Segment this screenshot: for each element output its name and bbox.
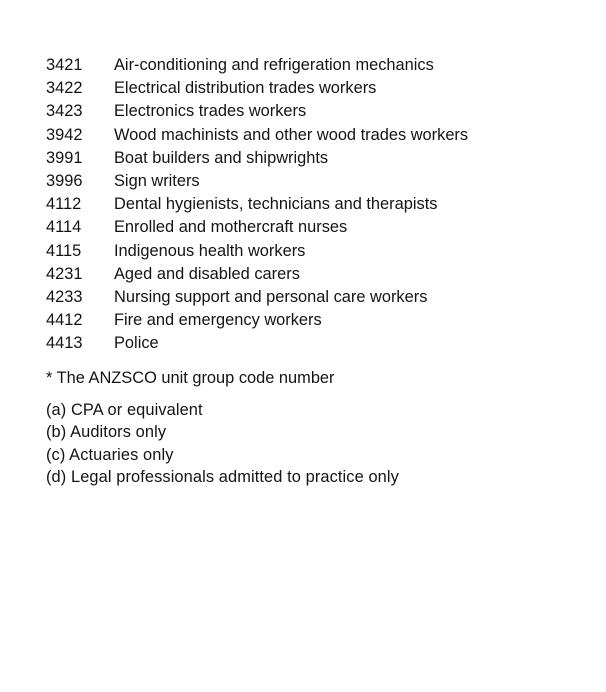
occupation-row	[46, 263, 468, 286]
occupation-name: Nursing support and personal care workers	[114, 287, 428, 306]
occupation-row	[46, 193, 468, 216]
occupation-name: Electronics trades workers	[114, 102, 307, 121]
occupation-code: 3991	[46, 148, 83, 167]
occupation-row	[46, 170, 468, 193]
occupation-row	[46, 240, 468, 263]
occupation-row	[46, 77, 468, 100]
occupation-code: 4233	[46, 287, 83, 306]
occupation-row	[46, 147, 468, 170]
note-item: (b) Auditors only	[46, 423, 167, 442]
occupation-list	[46, 54, 468, 355]
occupation-name: Wood machinists and other wood trades workers	[114, 125, 469, 144]
occupation-code: 4114	[46, 218, 82, 237]
occupation-code: 3996	[46, 172, 83, 191]
footnote: * The ANZSCO unit group code number	[46, 369, 335, 387]
occupation-row	[46, 332, 468, 355]
occupation-code: 4231	[46, 264, 83, 283]
occupation-name: Police	[114, 334, 159, 353]
occupation-name: Fire and emergency workers	[114, 311, 322, 330]
occupation-code: 4412	[46, 311, 83, 330]
occupation-row	[46, 100, 468, 123]
occupation-name: Electrical distribution trades workers	[114, 79, 377, 98]
notes-list	[46, 399, 399, 489]
occupation-row	[46, 216, 468, 239]
occupation-name: Dental hygienists, technicians and therapists	[114, 195, 438, 214]
occupation-code: 4115	[46, 241, 82, 260]
occupation-name: Air-conditioning and refrigeration mechanics	[114, 56, 434, 75]
note-item: (c) Actuaries only	[46, 445, 174, 464]
occupation-row	[46, 124, 468, 147]
occupation-code: 3942	[46, 125, 83, 144]
occupation-name: Boat builders and shipwrights	[114, 148, 329, 167]
occupation-code: 4413	[46, 334, 83, 353]
occupation-name: Indigenous health workers	[114, 241, 306, 260]
note-item: (d) Legal professionals admitted to practice only	[46, 468, 399, 487]
occupation-name: Aged and disabled carers	[114, 264, 300, 283]
occupation-row	[46, 54, 468, 77]
occupation-name: Sign writers	[114, 172, 200, 191]
occupation-code: 4112	[46, 195, 82, 214]
occupation-code: 3423	[46, 102, 83, 121]
occupation-row	[46, 309, 468, 332]
note-item: (a) CPA or equivalent	[46, 400, 203, 419]
occupation-code: 3421	[46, 56, 83, 75]
occupation-name: Enrolled and mothercraft nurses	[114, 218, 348, 237]
occupation-row	[46, 286, 468, 309]
occupation-code: 3422	[46, 79, 83, 98]
